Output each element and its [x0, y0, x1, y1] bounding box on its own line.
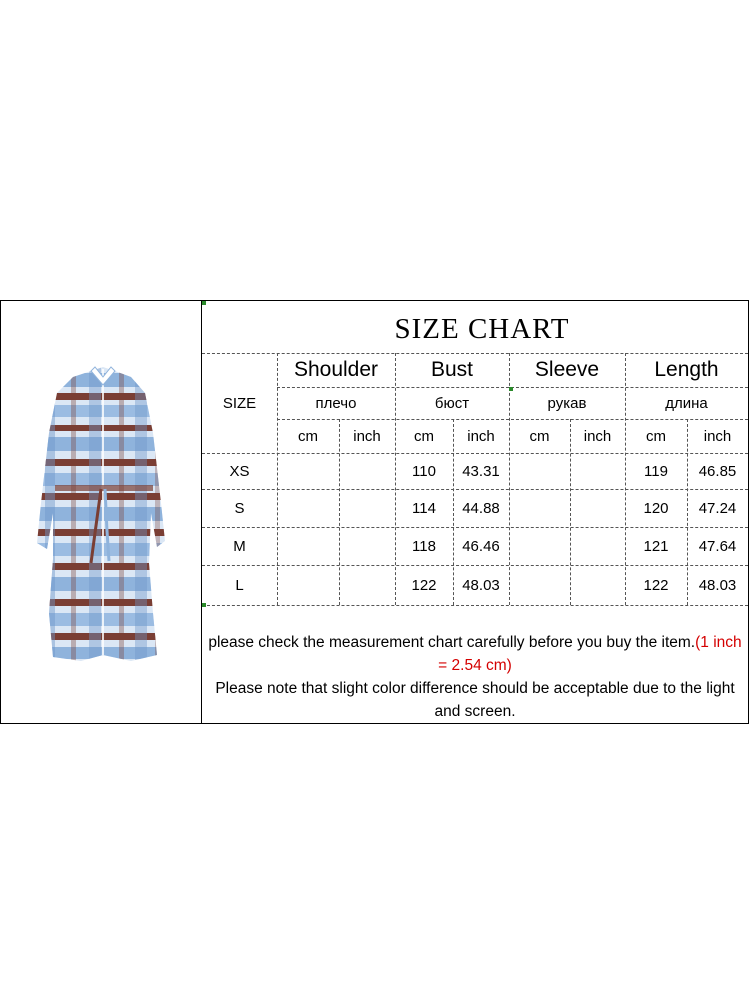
cell-bust-cm: 110: [412, 462, 436, 480]
cell-sleeve-cm: [509, 489, 570, 527]
size-column-header: SIZE: [222, 394, 257, 412]
cell-shoulder-cm: [277, 527, 339, 565]
product-photo-cell: [1, 301, 202, 723]
cell-sleeve-cm: [509, 453, 570, 489]
unit-cm: cm: [646, 427, 666, 445]
header-length-ru: длина: [665, 394, 708, 412]
cell-bust-inch: 44.88: [462, 499, 500, 517]
unit-inch: inch: [703, 427, 732, 445]
cell-length-cm: 122: [643, 576, 669, 594]
cell-shoulder-inch: [339, 565, 395, 605]
row-size-label: S: [234, 499, 245, 517]
size-chart-panel: [0, 300, 749, 724]
note-color-difference: Please note that slight color difference should be acceptable due to the light and screen.: [215, 680, 735, 720]
header-bust-ru: бюст: [434, 394, 470, 412]
cell-bust-inch: 48.03: [462, 576, 500, 594]
cell-length-inch: 47.64: [698, 537, 737, 555]
cell-length-cm: 120: [643, 499, 669, 517]
cell-shoulder-inch: [339, 527, 395, 565]
row-size-label: L: [235, 576, 244, 594]
cell-length-inch: 46.85: [698, 462, 737, 480]
cell-bust-cm: 122: [411, 576, 437, 594]
cell-bust-cm: 114: [412, 499, 436, 517]
note-conversion-text-continued: = 2.54 cm): [438, 657, 512, 674]
unit-cm: cm: [298, 427, 318, 445]
row-size-label: XS: [229, 462, 250, 480]
cell-shoulder-inch: [339, 489, 395, 527]
cell-sleeve-cm: [509, 527, 570, 565]
header-sleeve: Sleeve: [534, 358, 600, 381]
note-check-measurements: [202, 631, 748, 654]
header-length: Length: [654, 358, 719, 381]
cell-length-cm: 119: [644, 462, 668, 480]
cell-sleeve-cm: [509, 565, 570, 605]
header-shoulder: Shoulder: [293, 358, 379, 381]
size-chart-table: [202, 301, 748, 723]
chart-title: SIZE CHART: [394, 313, 570, 345]
unit-inch: inch: [353, 427, 381, 445]
header-shoulder-ru: плечо: [315, 394, 357, 412]
cell-shoulder-cm: [277, 453, 339, 489]
note-conversion-text: (1 inch: [695, 634, 742, 651]
unit-cm: cm: [414, 427, 434, 445]
header-bust: Bust: [430, 358, 474, 381]
cell-bust-inch: 46.46: [462, 537, 500, 555]
cell-sleeve-inch: [570, 565, 625, 605]
cell-length-inch: 47.24: [698, 499, 737, 517]
measurement-notes: [202, 631, 748, 723]
cell-shoulder-cm: [277, 489, 339, 527]
unit-inch: inch: [467, 427, 495, 445]
cell-shoulder-inch: [339, 453, 395, 489]
unit-cm: cm: [529, 427, 550, 445]
cell-shoulder-cm: [277, 565, 339, 605]
cell-sleeve-inch: [570, 453, 625, 489]
header-sleeve-ru: рукав: [547, 394, 587, 412]
plaid-shirt-dress-image: [31, 363, 171, 667]
unit-inch: inch: [583, 427, 612, 445]
note-check-text: please check the measurement chart carefully before you buy the item.: [208, 634, 696, 651]
cell-length-cm: 121: [643, 537, 669, 555]
cell-sleeve-inch: [570, 489, 625, 527]
cell-sleeve-inch: [570, 527, 625, 565]
cell-bust-cm: 118: [412, 537, 436, 555]
cell-bust-inch: 43.31: [462, 462, 500, 480]
cell-length-inch: 48.03: [698, 576, 737, 594]
row-size-label: M: [233, 537, 246, 555]
